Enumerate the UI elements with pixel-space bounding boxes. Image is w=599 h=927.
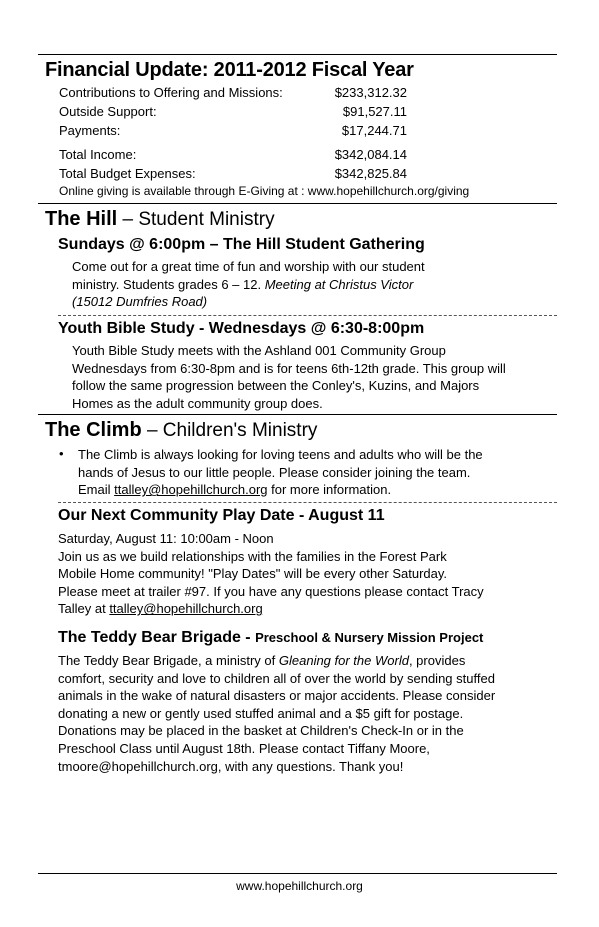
hill-title: The Hill – Student Ministry: [45, 208, 275, 230]
sunday-gathering-title: Sundays @ 6:00pm – The Hill Student Gathering: [58, 236, 425, 253]
climb-bullet: •: [59, 446, 64, 461]
sunday-gathering-text: Come out for a great time of fun and worship with our student ministry. Students grades 6 – 12. Meeting at Christus Victor (15012 Dumfries Road): [72, 259, 425, 310]
playdate-text: Saturday, August 11: 10:00am - Noon Join us as we build relationships with the families in the Forest Park Mobile Home community! "Play Dates" will be every other Saturday. Please meet at trailer #97. If you have any questions please contact Tracy Talley at ttalley@hopehillchurch.org: [58, 531, 484, 617]
youth-bible-study-text: Youth Bible Study meets with the Ashland 001 Community Group Wednesdays from 6:30-8pm and is for teens 6th-12th grade. This group will follow the same progression between the Conley's, Kuzins, and Majors Homes as the adult community group does.: [72, 343, 506, 411]
fin-row-total-income: Total Income: $342,084.14: [59, 147, 407, 162]
online-giving-note: Online giving is available through E-Giving at : www.hopehillchurch.org/giving: [59, 184, 470, 198]
fin-row-outside-support: Outside Support: $91,527.11: [59, 104, 407, 119]
footer-rule: [38, 873, 557, 874]
youth-bible-study-title: Youth Bible Study - Wednesdays @ 6:30-8:00pm: [58, 320, 425, 337]
playdate-divider: [58, 502, 557, 503]
playdate-email-link[interactable]: ttalley@hopehillchurch.org: [109, 601, 263, 617]
teddy-bear-title: The Teddy Bear Brigade - Preschool & Nursery Mission Project: [58, 629, 484, 646]
climb-text: The Climb is always looking for loving teens and adults who will be the hands of Jesus to our little people. Please consider joining the team. Email ttalley@hopehillchurch.org for more information.: [78, 447, 483, 498]
financial-title: Financial Update: 2011-2012 Fiscal Year: [45, 59, 414, 81]
fin-row-payments: Payments: $17,244.71: [59, 123, 407, 138]
climb-title: The Climb – Children's Ministry: [45, 419, 318, 441]
youth-divider: [58, 315, 557, 316]
financial-table: [59, 83, 419, 183]
fin-row-total-expenses: Total Budget Expenses: $342,825.84: [59, 166, 407, 181]
teddy-bear-text: The Teddy Bear Brigade, a ministry of Gleaning for the World, provides comfort, security and love to children all of over the world by sending stuffed animals in the wake of natural disasters or major accidents. Please consider donating a new or gently used stuffed animal and a $5 gift for postage. Donations may be placed in the basket at Children's Check-In or in the Preschool Class until August 18th. Please contact Tiffany Moore, tmoore@hopehillchurch.org, with any questions. Thank you!: [58, 653, 496, 774]
climb-rule: [38, 414, 557, 415]
climb-email-link[interactable]: ttalley@hopehillchurch.org: [114, 482, 268, 498]
fin-row-contributions: Contributions to Offering and Missions: $233,312.32: [59, 85, 407, 100]
hill-rule: [38, 203, 557, 204]
playdate-title: Our Next Community Play Date - August 11: [58, 507, 385, 524]
top-rule: [38, 54, 557, 55]
footer-url: www.hopehillchurch.org: [236, 879, 363, 893]
